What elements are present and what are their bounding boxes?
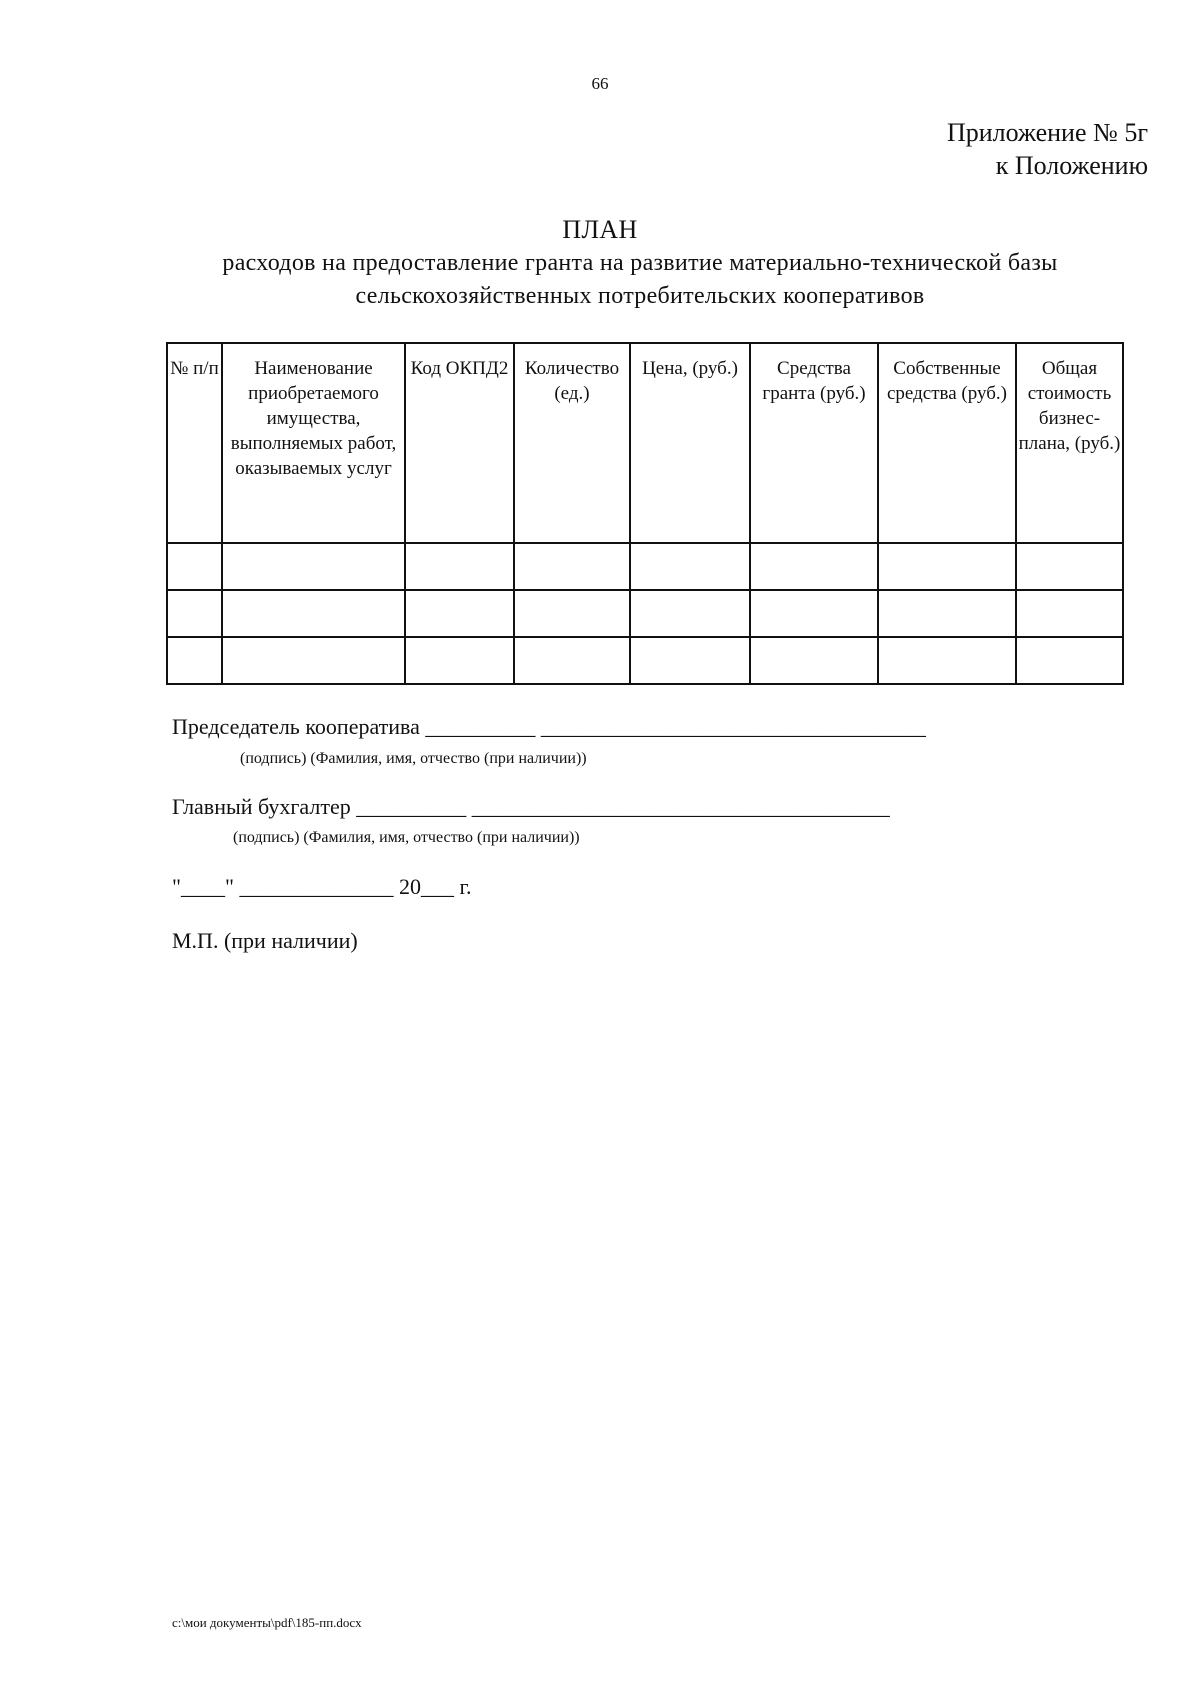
table-cell <box>167 543 222 590</box>
table-cell <box>167 590 222 637</box>
table-cell <box>630 590 750 637</box>
expense-plan-table <box>166 342 1124 685</box>
header-total-cost: Общая стоимость бизнес-плана, (руб.) <box>1016 343 1123 543</box>
table-cell <box>1016 543 1123 590</box>
header-price: Цена, (руб.) <box>630 343 750 543</box>
table-cell <box>878 590 1016 637</box>
header-item-name: Наименование приобретаемого имущества, выполняемых работ, оказываемых услуг <box>222 343 405 543</box>
header-number: № п/п <box>167 343 222 543</box>
table-cell <box>405 543 514 590</box>
table-cell <box>878 543 1016 590</box>
accountant-signature-note: (подпись) (Фамилия, имя, отчество (при наличии)) <box>233 829 580 846</box>
table-cell <box>630 637 750 684</box>
table-cell <box>1016 637 1123 684</box>
subtitle-line-2: сельскохозяйственных потребительских кооперативов <box>355 283 925 309</box>
table-cell <box>750 543 878 590</box>
table-cell <box>878 637 1016 684</box>
accountant-signature-line: Главный бухгалтер __________ ______________________________________ <box>172 794 890 819</box>
header-quantity: Количество (ед.) <box>514 343 630 543</box>
table-cell <box>630 543 750 590</box>
chairman-signature-line: Председатель кооператива __________ ___________________________________ <box>172 714 926 739</box>
table-cell <box>750 590 878 637</box>
header-okpd2-code: Код ОКПД2 <box>405 343 514 543</box>
stamp-place: М.П. (при наличии) <box>172 928 358 953</box>
table-cell <box>167 637 222 684</box>
table-row <box>167 543 1123 590</box>
table-header-row <box>167 343 1123 543</box>
table-cell <box>1016 590 1123 637</box>
table-cell <box>405 637 514 684</box>
table-row <box>167 590 1123 637</box>
table-cell <box>405 590 514 637</box>
chairman-signature-note: (подпись) (Фамилия, имя, отчество (при наличии)) <box>240 750 587 767</box>
table-cell <box>750 637 878 684</box>
document-subtitle <box>150 247 1130 313</box>
table-cell <box>514 543 630 590</box>
table-cell <box>222 543 405 590</box>
subtitle-line-1: расходов на предоставление гранта на развитие материально-технической базы <box>222 250 1058 276</box>
date-line: "____" ______________ 20___ г. <box>172 874 472 899</box>
header-grant-funds: Средства гранта (руб.) <box>750 343 878 543</box>
page-number: 66 <box>591 74 609 93</box>
appendix-line-2: к Положению <box>995 151 1148 180</box>
table-cell <box>222 637 405 684</box>
appendix-reference <box>947 116 1148 182</box>
header-own-funds: Собственные средства (руб.) <box>878 343 1016 543</box>
table-cell <box>514 637 630 684</box>
appendix-line-1: Приложение № 5г <box>946 118 1148 147</box>
table-row <box>167 637 1123 684</box>
footer-file-path: c:\мои документы\pdf\185-пп.docx <box>172 1615 362 1630</box>
table-cell <box>222 590 405 637</box>
table-cell <box>514 590 630 637</box>
document-title: ПЛАН <box>562 215 638 244</box>
